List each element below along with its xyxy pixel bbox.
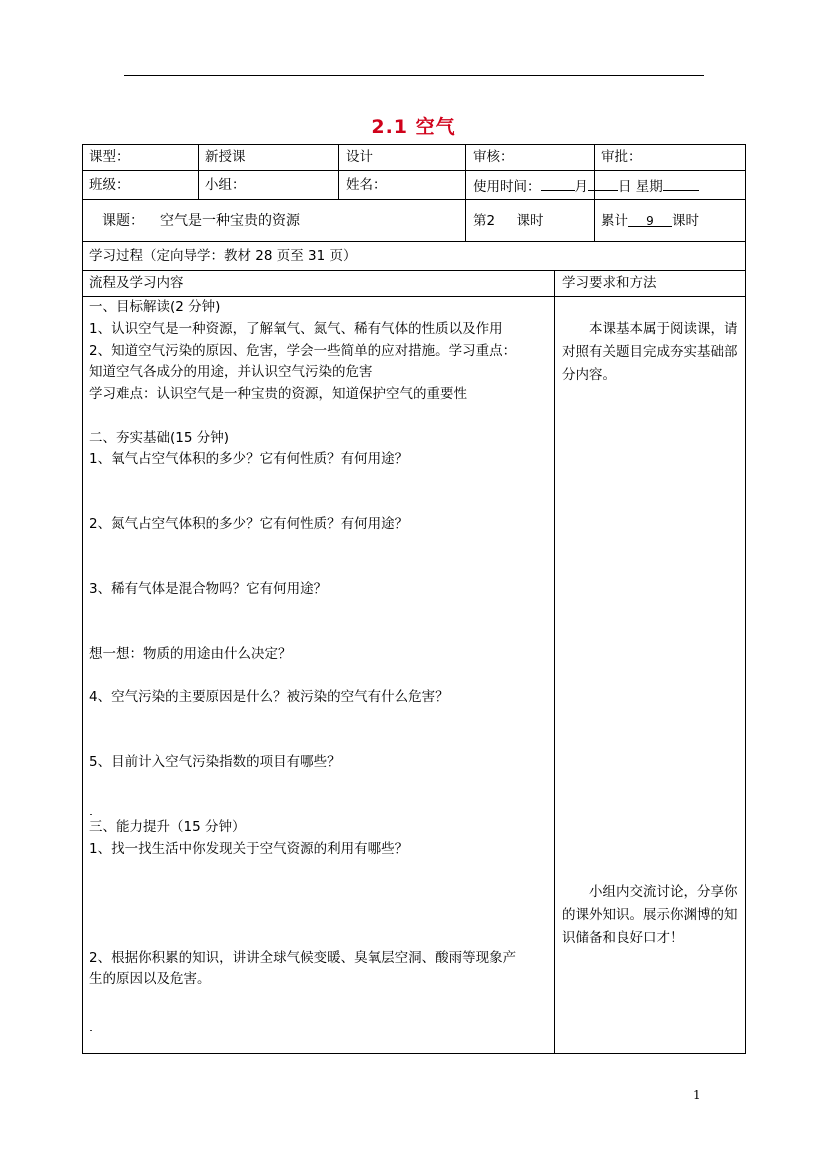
day-blank[interactable] <box>588 175 618 191</box>
lesson-number: 2 <box>486 213 496 229</box>
method-note: 本课基本属于阅读课，请对照有关题目完成夯实基础部分内容。 <box>562 321 738 383</box>
column-header-content: 流程及学习内容 <box>89 275 184 291</box>
design-label: 设计 <box>346 149 373 165</box>
total-count <box>601 211 699 231</box>
question-line: 5、目前计入空气污染指数的项目有哪些？ <box>89 754 341 770</box>
course-type-value: 新授课 <box>205 149 246 165</box>
section-heading: 二、夯实基础(15 分钟) <box>89 430 230 446</box>
question-line: 2、氮气占空气体积的多少？它有何性质？有何用途？ <box>89 516 409 532</box>
section-heading: 一、目标解读(2 分钟) <box>89 299 221 315</box>
group-label: 小组： <box>205 177 246 193</box>
question-line: 生的原因以及危害。 <box>89 971 211 987</box>
weekday-label: 星期 <box>635 179 663 195</box>
topic-value: 空气是一种宝贵的资源 <box>160 213 300 229</box>
lesson-count <box>473 211 544 231</box>
question-line: 4、空气污染的主要原因是什么？被污染的空气有什么危害？ <box>89 689 449 705</box>
row-divider <box>82 270 746 271</box>
row-divider <box>82 170 746 171</box>
page-title: 2.1 空气 <box>371 116 456 138</box>
topic-label: 课题： <box>102 213 144 229</box>
page-number: 1 <box>693 1088 701 1102</box>
row-divider <box>82 241 746 242</box>
study-process: 学习过程（定向导学：教材 28 页至 31 页） <box>89 248 357 264</box>
course-type-label: 课型： <box>89 149 130 165</box>
content-line: 学习难点：认识空气是一种宝贵的资源，知道保护空气的重要性 <box>89 386 467 402</box>
stray-mark <box>90 814 92 815</box>
review-label: 审核： <box>473 149 514 165</box>
usage-time-label: 使用时间： <box>473 179 541 195</box>
content-line: 知道空气各成分的用途，并认识空气污染的危害 <box>89 364 373 380</box>
header-rule <box>124 75 704 76</box>
month-blank[interactable] <box>541 175 575 191</box>
col-divider <box>554 270 555 1054</box>
question-line: 想一想：物质的用途由什么决定？ <box>89 646 292 662</box>
question-line: 2、根据你积累的知识，讲讲全球气候变暖、臭氧层空洞、酸雨等现象产 <box>89 950 517 966</box>
class-label: 班级： <box>89 177 130 193</box>
day-suffix: 日 <box>618 179 632 195</box>
total-suffix: 课时 <box>672 213 699 229</box>
month-suffix: 月 <box>574 179 588 195</box>
name-label: 姓名： <box>346 177 387 193</box>
method-note: 小组内交流讨论，分享你的课外知识。展示你渊博的知识储备和良好口才！ <box>562 884 738 946</box>
content-line: 2、知道空气污染的原因、危害，学会一些简单的应对措施。学习重点： <box>89 343 517 359</box>
row-divider <box>82 199 746 200</box>
question-line: 3、稀有气体是混合物吗？它有何用途？ <box>89 581 328 597</box>
approve-label: 审批： <box>601 149 642 165</box>
col-divider <box>465 144 466 241</box>
lesson-suffix: 课时 <box>516 213 544 229</box>
section-heading: 三、能力提升（15 分钟） <box>89 819 246 835</box>
question-line: 1、找一找生活中你发现关于空气资源的利用有哪些？ <box>89 841 409 857</box>
usage-time <box>473 175 699 197</box>
col-divider <box>198 144 199 199</box>
question-line: 1、氧气占空气体积的多少？它有何性质？有何用途？ <box>89 451 409 467</box>
total-prefix: 累计 <box>601 213 628 229</box>
lesson-prefix: 第 <box>473 213 487 229</box>
column-header-method: 学习要求和方法 <box>562 275 657 291</box>
weekday-blank[interactable] <box>663 175 699 191</box>
col-divider <box>338 144 339 199</box>
content-line: 1、认识空气是一种资源，了解氧气、氮气、稀有气体的性质以及作用 <box>89 321 503 337</box>
total-number: 9 <box>628 211 672 227</box>
stray-mark <box>90 1030 92 1031</box>
